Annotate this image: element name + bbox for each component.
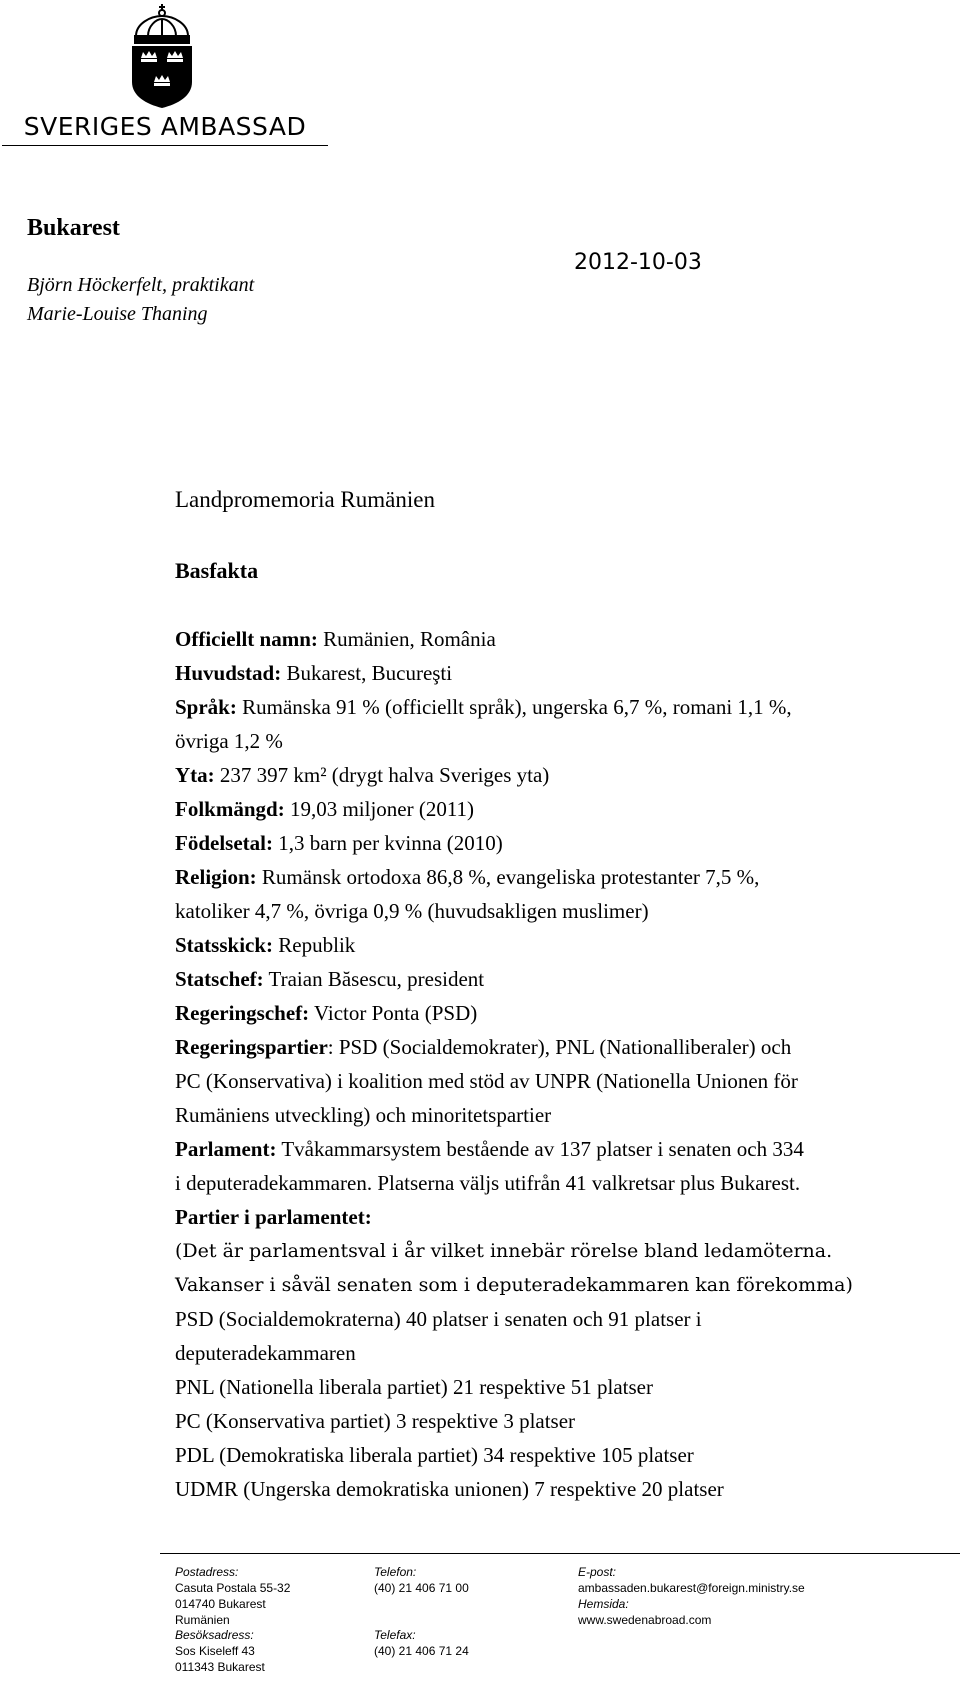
footer-phone: [374, 1564, 469, 1596]
fact-birthrate: [175, 826, 945, 860]
party-line: deputeradekammaren: [175, 1341, 356, 1365]
fact-value: Rumänska 91 % (officiellt språk), ungerska 6,7 %, romani 1,1 %,: [236, 695, 792, 719]
party-line: PSD (Socialdemokraterna) 40 platser i senaten och 91 platser i: [175, 1307, 702, 1331]
footer-line: (40) 21 406 71 24: [374, 1644, 469, 1658]
facts-body: [175, 622, 945, 1506]
party-line: PDL (Demokratiska liberala partiet) 34 respektive 105 platser: [175, 1443, 694, 1467]
fact-gov-parties-cont: Rumäniens utveckling) och minoritetspartier: [175, 1103, 552, 1127]
footer-line: 014740 Bukarest: [175, 1597, 266, 1611]
footer-heading: Telefon:: [374, 1565, 417, 1579]
logo-divider: [2, 145, 328, 146]
fact-label: Parlament:: [175, 1137, 277, 1161]
fact-label: Födelsetal:: [175, 831, 273, 855]
footer-line: Sos Kiseleff 43: [175, 1644, 255, 1658]
fact-value: Victor Ponta (PSD): [309, 1001, 478, 1025]
footer-postal-address: [175, 1564, 290, 1628]
fact-label: Religion:: [175, 865, 257, 889]
footer-line: 011343 Bukarest: [175, 1660, 265, 1674]
footer-heading: Hemsida:: [578, 1597, 629, 1611]
footer-line[interactable]: (40) 21 406 71 00: [374, 1581, 469, 1595]
fact-state: [175, 928, 945, 962]
fact-area: [175, 758, 945, 792]
fact-head-of-gov: [175, 996, 945, 1030]
fact-value: 1,3 barn per kvinna (2010): [272, 831, 503, 855]
footer-email-web: [578, 1564, 805, 1628]
footer-heading: E-post:: [578, 1565, 617, 1579]
fact-value: : PSD (Socialdemokrater), PNL (Nationalliberaler) och: [327, 1035, 792, 1059]
fact-religion: [175, 860, 945, 894]
footer-divider: [160, 1553, 960, 1554]
fact-capital: [175, 656, 945, 690]
email-link[interactable]: ambassaden.bukarest@foreign.ministry.se: [578, 1581, 805, 1595]
website-link[interactable]: www.swedenabroad.com: [578, 1613, 712, 1627]
office-name: Bukarest: [27, 215, 120, 241]
fact-parliament: [175, 1132, 945, 1166]
party-line: UDMR (Ungerska demokratiska unionen) 7 respektive 20 platser: [175, 1477, 724, 1501]
fact-parliament-cont: i deputeradekammaren. Platserna väljs utifrån 41 valkretsar plus Bukarest.: [175, 1171, 801, 1195]
footer-line: Rumänien: [175, 1613, 230, 1627]
party-line: PNL (Nationella liberala partiet) 21 respektive 51 platser: [175, 1375, 653, 1399]
parties-note: (Det är parlamentsval i år vilket innebär rörelse bland ledamöterna.: [175, 1240, 833, 1262]
fact-language: [175, 690, 945, 724]
fact-label: Folkmängd:: [175, 797, 285, 821]
fact-gov-parties-cont: PC (Konservativa) i koalition med stöd av UNPR (Nationella Unionen för: [175, 1069, 798, 1093]
fact-religion-cont: katoliker 4,7 %, övriga 0,9 % (huvudsakligen muslimer): [175, 899, 649, 923]
fact-value: Bukarest, Bucureşti: [281, 661, 453, 685]
fact-value: Rumänien, România: [317, 627, 496, 651]
fact-value: Tvåkammarsystem bestående av 137 platser i senaten och 334: [276, 1137, 804, 1161]
fact-language-cont: övriga 1,2 %: [175, 729, 283, 753]
fact-label: Regeringspartier: [175, 1035, 328, 1059]
fact-label: Officiellt namn:: [175, 627, 318, 651]
fact-value: 237 397 km² (drygt halva Sveriges yta): [214, 763, 550, 787]
footer-line: Casuta Postala 55-32: [175, 1581, 291, 1595]
author-line: Björn Höckerfelt, praktikant: [27, 274, 255, 296]
footer-visiting-address: [175, 1627, 265, 1675]
author-line: Marie-Louise Thaning: [27, 303, 208, 325]
fact-label: Yta:: [175, 763, 215, 787]
fact-value: Republik: [273, 933, 356, 957]
document-title: Landpromemoria Rumänien: [175, 487, 435, 512]
footer-fax: [374, 1627, 469, 1659]
party-line: PC (Konservativa partiet) 3 respektive 3 platser: [175, 1409, 576, 1433]
fact-label: Regeringschef:: [175, 1001, 310, 1025]
document-date: 2012-10-03: [574, 250, 702, 275]
fact-value: Rumänsk ortodoxa 86,8 %, evangeliska protestanter 7,5 %,: [256, 865, 760, 889]
parties-heading: Partier i parlamentet:: [175, 1205, 372, 1229]
swedish-crest-logo: [124, 2, 200, 110]
section-heading: Basfakta: [175, 558, 259, 583]
footer-heading: Telefax:: [374, 1628, 416, 1642]
fact-official-name: [175, 622, 945, 656]
parties-note: Vakanser i såväl senaten som i deputeradekammaren kan förekomma): [175, 1274, 853, 1296]
fact-population: [175, 792, 945, 826]
fact-value: Traian Băsescu, president: [263, 967, 485, 991]
fact-label: Statsskick:: [175, 933, 274, 957]
logo-text: SVERIGES AMBASSAD: [23, 112, 307, 141]
fact-gov-parties: [175, 1030, 945, 1064]
fact-label: Statschef:: [175, 967, 264, 991]
fact-label: Språk:: [175, 695, 237, 719]
fact-head-of-state: [175, 962, 945, 996]
fact-value: 19,03 miljoner (2011): [284, 797, 475, 821]
fact-label: Huvudstad:: [175, 661, 282, 685]
footer-heading: Besöksadress:: [175, 1628, 254, 1642]
footer-heading: Postadress:: [175, 1565, 239, 1579]
crown-icon: [135, 4, 189, 43]
